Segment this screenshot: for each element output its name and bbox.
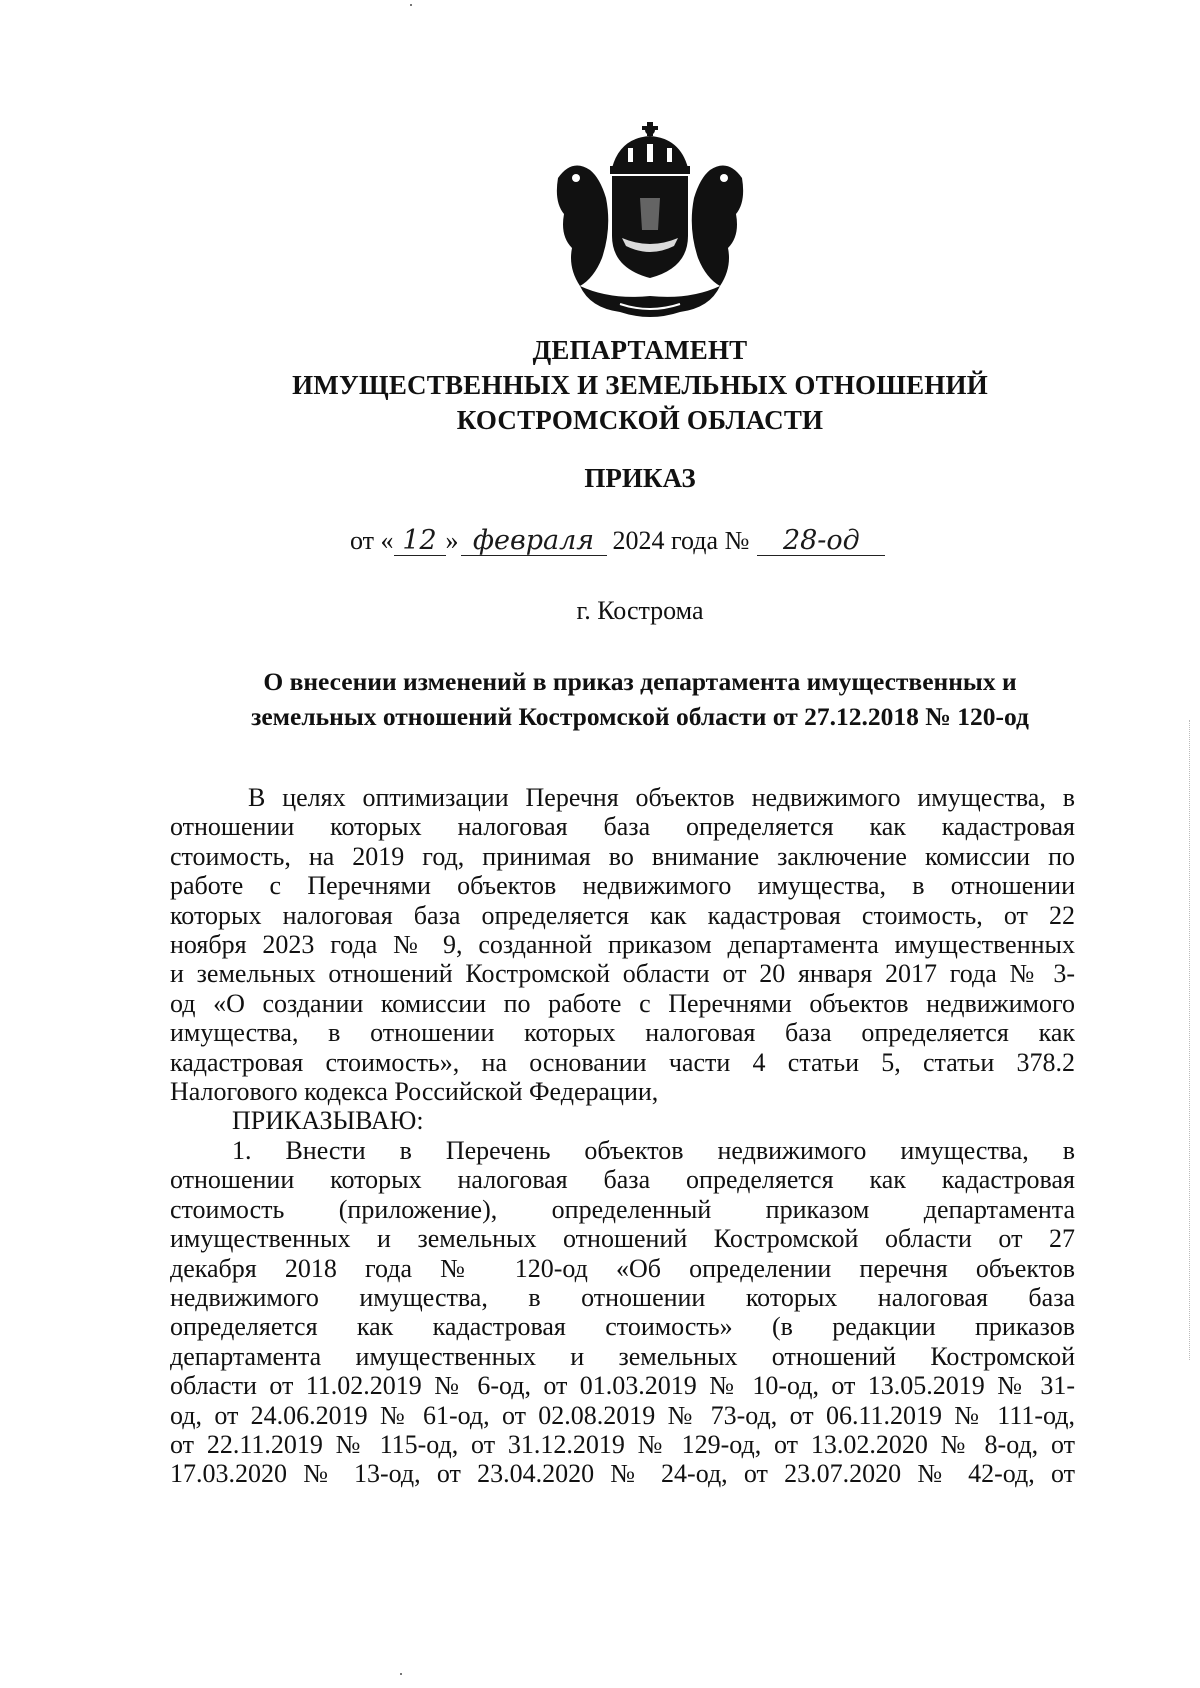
department-header xyxy=(150,333,1130,438)
body-line: и земельных отношений Костромской области от 20 января 2017 года № 3- xyxy=(170,959,1075,989)
body-line: стоимость, на 2019 год, принимая во внимание заключение комиссии по xyxy=(170,841,1075,871)
body-line: стоимость (приложение), определенный приказом департамента xyxy=(170,1194,1075,1224)
body-line: от 22.11.2019 № 115-од, от 31.12.2019 № 129-од, от 13.02.2020 № 8-од, от xyxy=(170,1429,1075,1459)
scan-edge-marks xyxy=(1185,720,1190,1360)
subject-line-2: земельных отношений Костромской области от 27.12.2018 № 120-од xyxy=(251,702,1029,731)
body-line: работе с Перечнями объектов недвижимого имущества, в отношении xyxy=(170,871,1075,901)
body-line: кадастровая стоимость», на основании части 4 статьи 5, статьи 378.2 xyxy=(170,1047,1075,1077)
body-line: отношении которых налоговая база определяется как кадастровая xyxy=(170,1165,1075,1195)
body-line: недвижимого имущества, в отношении которых налоговая база xyxy=(170,1282,1075,1312)
scan-speck xyxy=(410,4,412,6)
date-prefix: от « xyxy=(350,526,394,555)
scan-speck xyxy=(400,1673,402,1675)
body-line: которых налоговая база определяется как кадастровая стоимость, от 22 xyxy=(170,900,1075,930)
body-line: од «О создании комиссии по работе с Перечнями объектов недвижимого xyxy=(170,988,1075,1018)
body-line: департамента имущественных и земельных отношений Костромской xyxy=(170,1341,1075,1371)
year-text: 2024 года № xyxy=(612,526,750,555)
date-quote-close: » xyxy=(445,526,459,555)
body-line: В целях оптимизации Перечня объектов недвижимого имущества, в xyxy=(248,783,1075,812)
order-body xyxy=(170,783,1075,1489)
body-line: области от 11.02.2019 № 6-од, от 01.03.2019 № 10-од, от 13.05.2019 № 31- xyxy=(170,1371,1075,1401)
body-line: отношении которых налоговая база определяется как кадастровая xyxy=(170,812,1075,842)
order-subject xyxy=(150,664,1130,734)
subject-line-1: О внесении изменений в приказ департамента имущественных и xyxy=(263,667,1017,696)
city-name: г. Кострома xyxy=(576,596,704,625)
coat-of-arms-emblem xyxy=(550,118,750,322)
header-line-1: ДЕПАРТАМЕНТ xyxy=(532,335,748,365)
body-line: имущества, в отношении которых налоговая база определяется как xyxy=(170,1018,1075,1048)
body-line: од, от 24.06.2019 № 61-од, от 02.08.2019 № 73-од, от 06.11.2019 № 111-од, xyxy=(170,1400,1075,1430)
body-line: определяется как кадастровая стоимость» (в редакции приказов xyxy=(170,1312,1075,1342)
body-line: имущественных и земельных отношений Костромской области от 27 xyxy=(170,1224,1075,1254)
handwritten-month: февраля xyxy=(461,528,607,556)
handwritten-day: 12 xyxy=(394,528,446,556)
body-line: Налогового кодекса Российской Федерации, xyxy=(170,1077,659,1107)
header-line-2: ИМУЩЕСТВЕННЫХ И ЗЕМЕЛЬНЫХ ОТНОШЕНИЙ xyxy=(292,370,988,400)
body-line: 1. Внести в Перечень объектов недвижимого имущества, в xyxy=(232,1135,1075,1165)
order-title: ПРИКАЗ xyxy=(584,463,696,493)
handwritten-order-number: 28-од xyxy=(757,528,885,556)
body-line: декабря 2018 года № 120-од «Об определении перечня объектов xyxy=(170,1253,1075,1283)
body-line: 17.03.2020 № 13-од, от 23.04.2020 № 24-од, от 23.07.2020 № 42-од, от xyxy=(170,1459,1075,1489)
order-date-line xyxy=(350,526,885,556)
decree-word: ПРИКАЗЫВАЮ: xyxy=(232,1106,424,1136)
body-line: ноября 2023 года № 9, созданной приказом департамента имущественных xyxy=(170,930,1075,960)
header-line-3: КОСТРОМСКОЙ ОБЛАСТИ xyxy=(456,405,824,435)
